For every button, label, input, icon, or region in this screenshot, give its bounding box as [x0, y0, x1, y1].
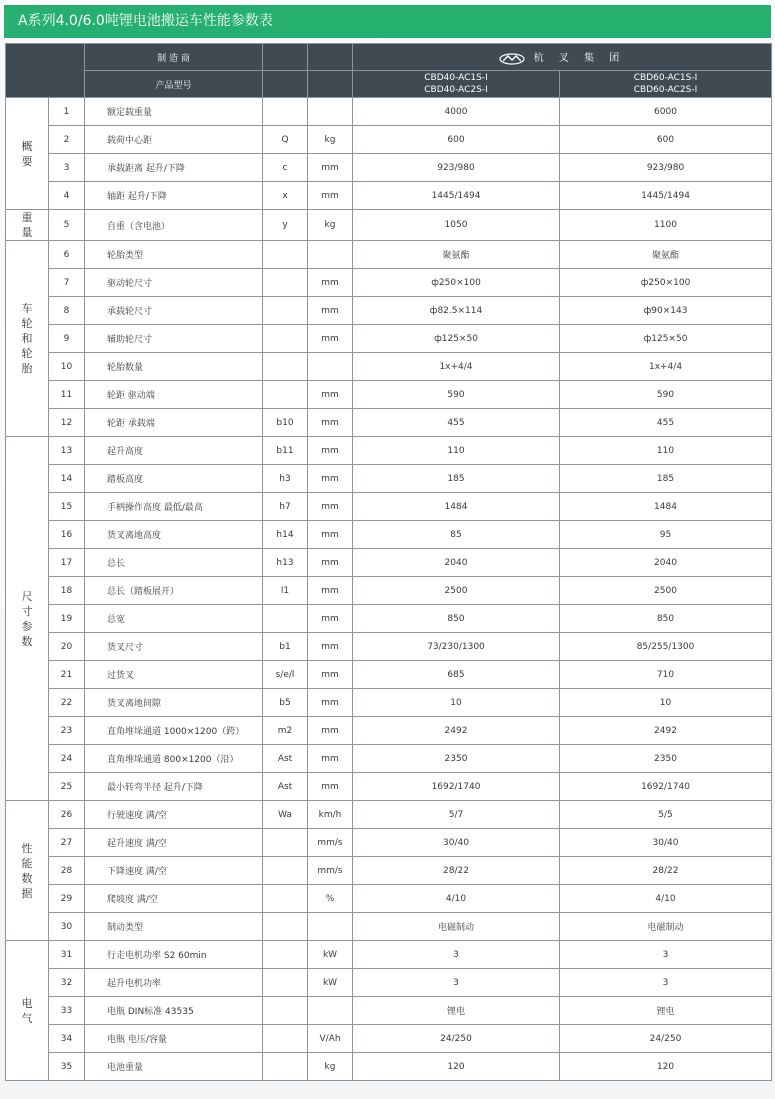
- value-model-a: 1692/1740: [353, 773, 560, 801]
- category-label: [6, 941, 49, 1081]
- value-model-b: 3: [560, 969, 772, 997]
- row-number: 32: [49, 969, 85, 997]
- category-label: [6, 437, 49, 801]
- param-unit: mm: [308, 493, 353, 521]
- table-row: [6, 773, 772, 801]
- param-unit: kg: [308, 126, 353, 154]
- value-model-b: 455: [560, 409, 772, 437]
- table-row: [6, 381, 772, 409]
- spec-table: [5, 43, 772, 1081]
- header-blank: [6, 44, 85, 98]
- value-model-b: 95: [560, 521, 772, 549]
- table-row: [6, 437, 772, 465]
- param-unit: kW: [308, 969, 353, 997]
- table-row: [6, 493, 772, 521]
- param-name: 手柄操作高度 最低/最高: [85, 493, 263, 521]
- param-unit: [308, 98, 353, 126]
- param-name: 起升速度 满/空: [85, 829, 263, 857]
- value-model-b: 6000: [560, 98, 772, 126]
- table-row: [6, 1025, 772, 1053]
- param-name: 轮距 承载端: [85, 409, 263, 437]
- table-row: [6, 409, 772, 437]
- row-number: 3: [49, 154, 85, 182]
- param-symbol: h3: [263, 465, 308, 493]
- row-number: 28: [49, 857, 85, 885]
- row-number: 15: [49, 493, 85, 521]
- value-model-a: ф82.5×114: [353, 297, 560, 325]
- param-unit: mm: [308, 745, 353, 773]
- param-name: 驱动轮尺寸: [85, 269, 263, 297]
- table-row: [6, 689, 772, 717]
- table-row: [6, 633, 772, 661]
- param-name: 货叉尺寸: [85, 633, 263, 661]
- table-row: [6, 857, 772, 885]
- value-model-b: 锂电: [560, 997, 772, 1025]
- value-model-a: 2500: [353, 577, 560, 605]
- row-number: 8: [49, 297, 85, 325]
- row-number: 34: [49, 1025, 85, 1053]
- value-model-a: 30/40: [353, 829, 560, 857]
- param-name: 轮胎数量: [85, 353, 263, 381]
- param-unit: mm: [308, 325, 353, 353]
- param-unit: mm: [308, 633, 353, 661]
- value-model-a: 590: [353, 381, 560, 409]
- table-row: [6, 210, 772, 241]
- param-name: 直角堆垛通道 1000×1200（跨）: [85, 717, 263, 745]
- value-model-a: 923/980: [353, 154, 560, 182]
- row-number: 12: [49, 409, 85, 437]
- param-name: 起升电机功率: [85, 969, 263, 997]
- value-model-a: 1484: [353, 493, 560, 521]
- param-unit: kg: [308, 210, 353, 241]
- param-name: 额定载重量: [85, 98, 263, 126]
- param-unit: mm: [308, 409, 353, 437]
- row-number: 30: [49, 913, 85, 941]
- param-name: 爬坡度 满/空: [85, 885, 263, 913]
- param-symbol: [263, 98, 308, 126]
- table-row: [6, 98, 772, 126]
- row-number: 35: [49, 1053, 85, 1081]
- manufacturer-value: 杭 叉 集 团: [533, 53, 626, 65]
- param-name: 下降速度 满/空: [85, 857, 263, 885]
- row-number: 11: [49, 381, 85, 409]
- value-model-a: 3: [353, 941, 560, 969]
- row-number: 2: [49, 126, 85, 154]
- param-unit: mm: [308, 605, 353, 633]
- row-number: 14: [49, 465, 85, 493]
- manufacturer-value-cell: [353, 44, 772, 71]
- category-text: 电气: [21, 996, 33, 1025]
- category-text: 车轮和轮胎: [21, 302, 33, 375]
- value-model-a: 1445/1494: [353, 182, 560, 210]
- param-symbol: [263, 1025, 308, 1053]
- value-model-a: 685: [353, 661, 560, 689]
- row-number: 1: [49, 98, 85, 126]
- table-row: [6, 297, 772, 325]
- model-a-line2: CBD40-AC2S-I: [424, 85, 488, 95]
- category-text: 重量: [21, 211, 33, 239]
- param-symbol: Wa: [263, 801, 308, 829]
- value-model-a: 2492: [353, 717, 560, 745]
- param-symbol: [263, 605, 308, 633]
- value-model-a: 2040: [353, 549, 560, 577]
- table-row: [6, 126, 772, 154]
- row-number: 33: [49, 997, 85, 1025]
- value-model-a: 10: [353, 689, 560, 717]
- hangcha-logo-icon: [499, 53, 525, 65]
- model-b-line1: CBD60-AC1S-I: [633, 73, 698, 83]
- value-model-b: 30/40: [560, 829, 772, 857]
- value-model-b: 5/5: [560, 801, 772, 829]
- param-unit: mm/s: [308, 829, 353, 857]
- param-name: 承载轮尺寸: [85, 297, 263, 325]
- param-symbol: [263, 941, 308, 969]
- param-symbol: x: [263, 182, 308, 210]
- param-name: 轮距 驱动端: [85, 381, 263, 409]
- param-unit: %: [308, 885, 353, 913]
- value-model-b: 10: [560, 689, 772, 717]
- param-name: 轴距 起升/下降: [85, 182, 263, 210]
- model-row: [6, 71, 772, 98]
- category-label: [6, 98, 49, 210]
- param-name: 直角堆垛通道 800×1200（沿）: [85, 745, 263, 773]
- value-model-a: 28/22: [353, 857, 560, 885]
- value-model-b: 185: [560, 465, 772, 493]
- table-row: [6, 801, 772, 829]
- value-model-a: 2350: [353, 745, 560, 773]
- param-name: 电瓶 DIN标准 43535: [85, 997, 263, 1025]
- category-label: [6, 801, 49, 941]
- value-model-b: 590: [560, 381, 772, 409]
- row-number: 25: [49, 773, 85, 801]
- param-symbol: [263, 241, 308, 269]
- param-name: 轮胎类型: [85, 241, 263, 269]
- param-symbol: [263, 1053, 308, 1081]
- row-number: 7: [49, 269, 85, 297]
- param-name: 行驶速度 满/空: [85, 801, 263, 829]
- value-model-b: 28/22: [560, 857, 772, 885]
- param-unit: mm: [308, 154, 353, 182]
- model-a: [353, 71, 560, 98]
- value-model-b: 2500: [560, 577, 772, 605]
- param-symbol: [263, 913, 308, 941]
- param-symbol: b11: [263, 437, 308, 465]
- value-model-b: 120: [560, 1053, 772, 1081]
- param-symbol: [263, 885, 308, 913]
- value-model-a: 4/10: [353, 885, 560, 913]
- param-symbol: [263, 829, 308, 857]
- row-number: 22: [49, 689, 85, 717]
- category-label: [6, 210, 49, 241]
- row-number: 9: [49, 325, 85, 353]
- value-model-b: ф250×100: [560, 269, 772, 297]
- value-model-b: 3: [560, 941, 772, 969]
- value-model-b: 24/250: [560, 1025, 772, 1053]
- param-unit: km/h: [308, 801, 353, 829]
- param-symbol: h13: [263, 549, 308, 577]
- param-symbol: l1: [263, 577, 308, 605]
- param-unit: mm: [308, 773, 353, 801]
- value-model-a: 73/230/1300: [353, 633, 560, 661]
- row-number: 29: [49, 885, 85, 913]
- value-model-a: 4000: [353, 98, 560, 126]
- param-name: 过货叉: [85, 661, 263, 689]
- param-unit: [308, 241, 353, 269]
- row-number: 26: [49, 801, 85, 829]
- param-symbol: [263, 997, 308, 1025]
- value-model-b: 110: [560, 437, 772, 465]
- table-row: [6, 549, 772, 577]
- param-unit: V/Ah: [308, 1025, 353, 1053]
- row-number: 31: [49, 941, 85, 969]
- param-unit: mm: [308, 521, 353, 549]
- value-model-a: 5/7: [353, 801, 560, 829]
- model-b: [560, 71, 772, 98]
- value-model-a: 聚氨酯: [353, 241, 560, 269]
- param-name: 载荷中心距: [85, 126, 263, 154]
- param-symbol: h14: [263, 521, 308, 549]
- value-model-a: 120: [353, 1053, 560, 1081]
- param-name: 最小转弯半径 起升/下降: [85, 773, 263, 801]
- value-model-b: 2350: [560, 745, 772, 773]
- table-row: [6, 577, 772, 605]
- value-model-a: 455: [353, 409, 560, 437]
- value-model-b: 电磁制动: [560, 913, 772, 941]
- value-model-a: 电磁制动: [353, 913, 560, 941]
- param-symbol: Q: [263, 126, 308, 154]
- param-symbol: y: [263, 210, 308, 241]
- manufacturer-row: [6, 44, 772, 71]
- param-unit: mm: [308, 437, 353, 465]
- row-number: 16: [49, 521, 85, 549]
- table-row: [6, 661, 772, 689]
- param-symbol: [263, 381, 308, 409]
- value-model-b: 850: [560, 605, 772, 633]
- table-row: [6, 154, 772, 182]
- value-model-b: 923/980: [560, 154, 772, 182]
- param-unit: mm: [308, 577, 353, 605]
- param-unit: mm: [308, 465, 353, 493]
- param-symbol: b5: [263, 689, 308, 717]
- param-name: 自重（含电池）: [85, 210, 263, 241]
- row-number: 17: [49, 549, 85, 577]
- model-label: 产品型号: [85, 71, 263, 98]
- table-row: [6, 829, 772, 857]
- manufacturer-label: 制 造 商: [85, 44, 263, 71]
- model-a-line1: CBD40-AC1S-I: [424, 73, 488, 83]
- param-unit: [308, 997, 353, 1025]
- table-row: [6, 182, 772, 210]
- param-symbol: Ast: [263, 745, 308, 773]
- table-row: [6, 353, 772, 381]
- value-model-a: 85: [353, 521, 560, 549]
- param-unit: mm: [308, 182, 353, 210]
- value-model-a: 3: [353, 969, 560, 997]
- param-symbol: [263, 269, 308, 297]
- row-number: 21: [49, 661, 85, 689]
- table-row: [6, 325, 772, 353]
- row-number: 18: [49, 577, 85, 605]
- param-symbol: h7: [263, 493, 308, 521]
- row-number: 24: [49, 745, 85, 773]
- param-unit: mm: [308, 689, 353, 717]
- param-symbol: s/e/l: [263, 661, 308, 689]
- value-model-b: 1x+4/4: [560, 353, 772, 381]
- value-model-b: 710: [560, 661, 772, 689]
- page-title: A系列4.0/6.0吨锂电池搬运车性能参数表: [4, 5, 771, 38]
- param-name: 承载距离 起升/下降: [85, 154, 263, 182]
- value-model-b: 2040: [560, 549, 772, 577]
- table-row: [6, 605, 772, 633]
- param-unit: [308, 913, 353, 941]
- model-b-line2: CBD60-AC2S-I: [633, 85, 698, 95]
- value-model-b: ф90×143: [560, 297, 772, 325]
- param-name: 货叉离地间隙: [85, 689, 263, 717]
- value-model-b: 4/10: [560, 885, 772, 913]
- table-row: [6, 465, 772, 493]
- param-unit: mm: [308, 269, 353, 297]
- row-number: 23: [49, 717, 85, 745]
- table-row: [6, 941, 772, 969]
- param-name: 起升高度: [85, 437, 263, 465]
- table-row: [6, 241, 772, 269]
- row-number: 27: [49, 829, 85, 857]
- param-symbol: Ast: [263, 773, 308, 801]
- table-row: [6, 913, 772, 941]
- value-model-b: 1100: [560, 210, 772, 241]
- table-row: [6, 521, 772, 549]
- value-model-a: 1050: [353, 210, 560, 241]
- table-row: [6, 997, 772, 1025]
- param-unit: mm: [308, 297, 353, 325]
- param-name: 电池重量: [85, 1053, 263, 1081]
- category-text: 概要: [21, 139, 33, 168]
- param-symbol: [263, 857, 308, 885]
- param-unit: [308, 353, 353, 381]
- param-name: 总长（踏板展开）: [85, 577, 263, 605]
- table-row: [6, 269, 772, 297]
- value-model-b: 1445/1494: [560, 182, 772, 210]
- value-model-a: 110: [353, 437, 560, 465]
- value-model-b: ф125×50: [560, 325, 772, 353]
- row-number: 13: [49, 437, 85, 465]
- value-model-a: 850: [353, 605, 560, 633]
- value-model-b: 1692/1740: [560, 773, 772, 801]
- row-number: 10: [49, 353, 85, 381]
- value-model-a: 600: [353, 126, 560, 154]
- row-number: 19: [49, 605, 85, 633]
- param-name: 制动类型: [85, 913, 263, 941]
- row-number: 20: [49, 633, 85, 661]
- value-model-b: 1484: [560, 493, 772, 521]
- table-row: [6, 969, 772, 997]
- param-unit: kW: [308, 941, 353, 969]
- row-number: 4: [49, 182, 85, 210]
- value-model-b: 聚氨酯: [560, 241, 772, 269]
- param-symbol: c: [263, 154, 308, 182]
- param-name: 总宽: [85, 605, 263, 633]
- param-symbol: [263, 325, 308, 353]
- param-symbol: b1: [263, 633, 308, 661]
- category-label: [6, 241, 49, 437]
- value-model-a: 185: [353, 465, 560, 493]
- param-unit: mm: [308, 549, 353, 577]
- table-row: [6, 885, 772, 913]
- row-number: 5: [49, 210, 85, 241]
- category-text: 性能数据: [21, 841, 33, 900]
- param-symbol: b10: [263, 409, 308, 437]
- value-model-a: ф125×50: [353, 325, 560, 353]
- param-name: 电瓶 电压/容量: [85, 1025, 263, 1053]
- param-unit: mm: [308, 381, 353, 409]
- param-symbol: [263, 969, 308, 997]
- value-model-a: 24/250: [353, 1025, 560, 1053]
- category-text: 尺寸参数: [21, 589, 33, 648]
- param-name: 总长: [85, 549, 263, 577]
- table-row: [6, 745, 772, 773]
- value-model-b: 85/255/1300: [560, 633, 772, 661]
- param-unit: kg: [308, 1053, 353, 1081]
- param-symbol: [263, 297, 308, 325]
- value-model-a: 1x+4/4: [353, 353, 560, 381]
- value-model-b: 2492: [560, 717, 772, 745]
- param-name: 货叉离地高度: [85, 521, 263, 549]
- param-unit: mm/s: [308, 857, 353, 885]
- param-unit: mm: [308, 717, 353, 745]
- param-symbol: m2: [263, 717, 308, 745]
- param-unit: mm: [308, 661, 353, 689]
- value-model-a: ф250×100: [353, 269, 560, 297]
- table-row: [6, 1053, 772, 1081]
- row-number: 6: [49, 241, 85, 269]
- param-name: 踏板高度: [85, 465, 263, 493]
- param-name: 行走电机功率 S2 60min: [85, 941, 263, 969]
- value-model-b: 600: [560, 126, 772, 154]
- table-row: [6, 717, 772, 745]
- param-name: 辅助轮尺寸: [85, 325, 263, 353]
- value-model-a: 锂电: [353, 997, 560, 1025]
- param-symbol: [263, 353, 308, 381]
